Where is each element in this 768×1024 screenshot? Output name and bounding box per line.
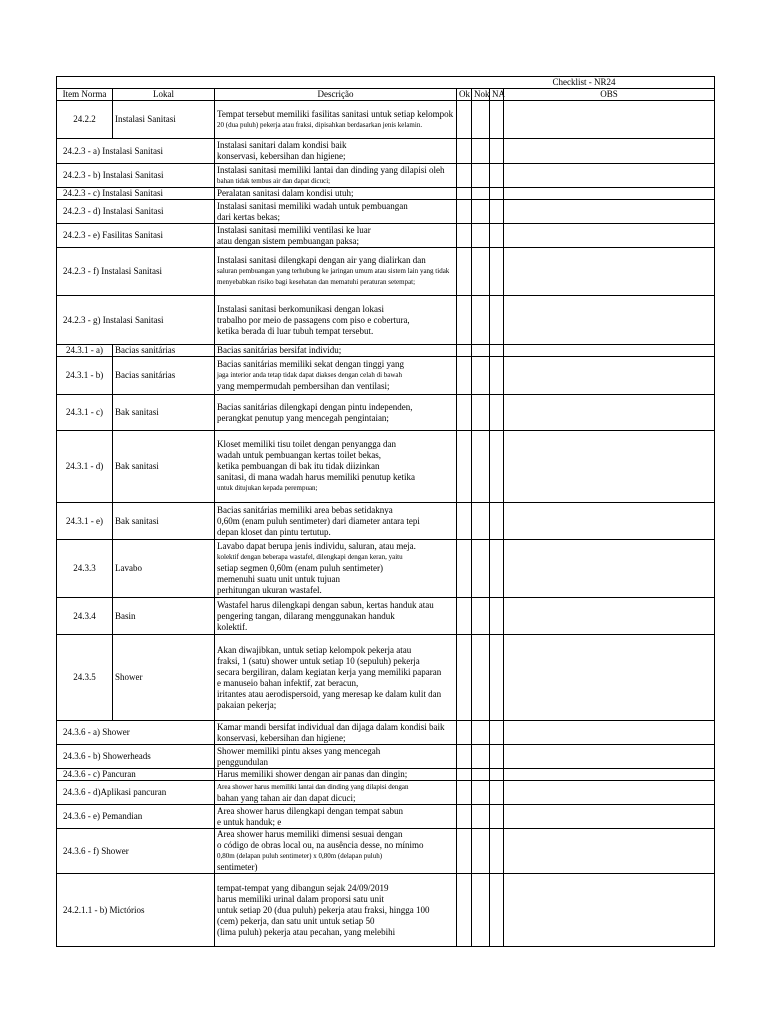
obs-cell[interactable] <box>504 431 715 503</box>
descricao-line: perangkat penutup yang mencegah pengintaian; <box>217 412 389 423</box>
na-check-cell[interactable] <box>490 540 504 598</box>
checklist-row <box>57 395 715 431</box>
checklist-row <box>57 139 715 164</box>
nok-check-cell[interactable] <box>472 357 490 395</box>
obs-cell[interactable] <box>504 101 715 139</box>
descricao-line: fraksi, 1 (satu) shower untuk setiap 10 (sepuluh) pekerja <box>217 655 420 666</box>
obs-cell[interactable] <box>504 805 715 829</box>
ok-check-cell[interactable] <box>457 598 472 635</box>
lokal-label: Bacias sanitárias <box>115 345 176 355</box>
descricao-line: trabalho por meio de passagens com piso e cobertura, <box>217 314 410 325</box>
lokal-label: Bak sanitasi <box>115 461 159 471</box>
descricao-line: Instalasi sanitasi memiliki ventilasi ke luar <box>217 224 371 235</box>
lokal-label: Basin <box>115 610 136 621</box>
item-norma-cell <box>57 769 215 781</box>
checklist-row <box>57 164 715 188</box>
lokal-cell <box>113 345 215 357</box>
ok-check-cell[interactable] <box>457 164 472 188</box>
obs-cell[interactable] <box>504 139 715 164</box>
blank-cell <box>57 77 457 89</box>
descricao-cell <box>215 829 457 874</box>
ok-check-cell[interactable] <box>457 395 472 431</box>
descricao-line: bahan tidak tembus air dan dapat dicuci; <box>217 176 331 185</box>
lokal-cell <box>113 431 215 503</box>
checklist-row <box>57 635 715 721</box>
descricao-line: untuk setiap 20 (dua puluh) pekerja atau fraksi, hingga 100 <box>217 904 430 915</box>
ok-check-cell[interactable] <box>457 345 472 357</box>
checklist-row <box>57 431 715 503</box>
na-check-cell[interactable] <box>490 745 504 769</box>
lokal-cell <box>113 598 215 635</box>
item-norma: 24.2.3 - a) Instalasi Sanitasi <box>63 145 163 156</box>
ok-check-cell[interactable] <box>457 224 472 248</box>
item-norma: 24.2.2 <box>73 114 96 124</box>
item-norma-cell <box>57 345 113 357</box>
checklist-row <box>57 721 715 745</box>
ok-check-cell[interactable] <box>457 745 472 769</box>
descricao-line: Area shower harus dilengkapi dengan tempat sabun <box>217 805 403 816</box>
descricao-line: harus memiliki urinal dalam proporsi satu unit <box>217 893 384 904</box>
item-norma: 24.3.1 - c) <box>66 407 103 417</box>
item-norma-cell <box>57 874 215 947</box>
descricao-cell <box>215 345 457 357</box>
na-check-cell[interactable] <box>490 395 504 431</box>
na-check-cell[interactable] <box>490 431 504 503</box>
nok-check-cell[interactable] <box>472 598 490 635</box>
ok-check-cell[interactable] <box>457 296 472 345</box>
descricao-line: ketika pembuangan di bak itu tidak diizinkan <box>217 461 380 471</box>
item-norma: 24.3.6 - d)Aplikasi pancuran <box>63 787 167 797</box>
descricao-line: kolektif. <box>217 621 248 632</box>
lokal-cell <box>113 635 215 721</box>
ok-check-cell[interactable] <box>457 829 472 874</box>
item-norma: 24.2.3 - c) Instalasi Sanitasi <box>63 188 163 198</box>
ok-check-cell[interactable] <box>457 503 472 540</box>
obs-cell[interactable] <box>504 874 715 947</box>
descricao-line: konservasi, kebersihan dan higiene; <box>217 151 346 161</box>
lokal-cell <box>113 503 215 540</box>
item-norma-cell <box>57 635 113 721</box>
nok-check-cell[interactable] <box>472 164 490 188</box>
descricao-line: penggundulan <box>217 756 268 767</box>
descricao-line: konservasi, kebersihan dan higiene; <box>217 732 346 743</box>
item-norma: 24.2.3 - g) Instalasi Sanitasi <box>63 314 164 325</box>
descricao-cell <box>215 200 457 224</box>
checklist-row <box>57 805 715 829</box>
ok-check-cell[interactable] <box>457 781 472 805</box>
obs-cell[interactable] <box>504 200 715 224</box>
lokal-cell <box>113 101 215 139</box>
obs-cell[interactable] <box>504 598 715 635</box>
na-check-cell[interactable] <box>490 503 504 540</box>
obs-cell[interactable] <box>504 345 715 357</box>
nok-check-cell[interactable] <box>472 635 490 721</box>
ok-check-cell[interactable] <box>457 357 472 395</box>
nok-check-cell[interactable] <box>472 200 490 224</box>
ok-check-cell[interactable] <box>457 139 472 164</box>
item-norma-cell <box>57 721 215 745</box>
obs-cell[interactable] <box>504 357 715 395</box>
nok-check-cell[interactable] <box>472 395 490 431</box>
obs-cell[interactable] <box>504 503 715 540</box>
header-item-norma: Item Norma <box>57 89 113 101</box>
descricao-line: Bacias sanitárias memiliki sekat dengan tinggi yang <box>217 359 404 369</box>
descricao-line: Area shower harus memiliki dimensi sesuai dengan <box>217 829 403 839</box>
nok-check-cell[interactable] <box>472 139 490 164</box>
item-norma-cell <box>57 395 113 431</box>
checklist-row <box>57 224 715 248</box>
descricao-line: Bacias sanitárias bersifat individu; <box>217 345 342 355</box>
descricao-line: Kloset memiliki tisu toilet dengan penyangga dan <box>217 439 396 449</box>
descricao-line: 0,60m (enam puluh sentimeter) dari diameter antara tepi <box>217 515 420 526</box>
item-norma-cell <box>57 781 215 805</box>
checklist-row <box>57 745 715 769</box>
descricao-cell <box>215 296 457 345</box>
checklist-row <box>57 345 715 357</box>
descricao-line: secara bergiliran, dalam kegiatan kerja yang memiliki paparan <box>217 666 442 677</box>
descricao-line: Bacias sanitárias dilengkapi dengan pintu independen, <box>217 401 413 412</box>
descricao-cell <box>215 248 457 296</box>
descricao-line: Shower memiliki pintu akses yang mencegah <box>217 745 381 756</box>
item-norma: 24.3.6 - c) Pancuran <box>63 769 136 779</box>
nok-check-cell[interactable] <box>472 829 490 874</box>
checklist-row <box>57 874 715 947</box>
item-norma-cell <box>57 503 113 540</box>
item-norma: 24.2.3 - f) Instalasi Sanitasi <box>63 266 162 276</box>
descricao-line: depan kloset dan pintu tertutup. <box>217 526 331 537</box>
descricao-line: untuk ditujukan kepada perempuan; <box>217 484 318 492</box>
item-norma: 24.3.1 - d) <box>65 461 104 471</box>
checklist-row <box>57 188 715 200</box>
nok-check-cell[interactable] <box>472 805 490 829</box>
na-check-cell[interactable] <box>490 781 504 805</box>
header-ok: Ok <box>457 89 472 101</box>
header-nok: Nok <box>472 89 490 101</box>
nok-check-cell[interactable] <box>472 224 490 248</box>
lokal-label: Lavabo <box>115 563 142 573</box>
descricao-cell <box>215 395 457 431</box>
descricao-cell <box>215 188 457 200</box>
checklist-row <box>57 829 715 874</box>
descricao-line: ketika berada di luar tubuh tempat tersebut. <box>217 325 374 336</box>
descricao-line: Instalasi sanitasi dilengkapi dengan air yang dialirkan dan <box>217 255 426 265</box>
obs-cell[interactable] <box>504 721 715 745</box>
descricao-line: Lavabo dapat berupa jenis individu, saluran, atau meja. <box>217 541 416 551</box>
lokal-label: Bak sanitasi <box>115 515 159 526</box>
obs-cell[interactable] <box>504 635 715 721</box>
na-check-cell[interactable] <box>490 345 504 357</box>
checklist-row <box>57 769 715 781</box>
lokal-label: Bak sanitasi <box>115 407 159 417</box>
obs-cell[interactable] <box>504 296 715 345</box>
descricao-line: pengering tangan, dilarang menggunakan handuk <box>217 610 395 621</box>
item-norma: 24.3.4 <box>73 610 96 621</box>
descricao-line: Kamar mandi bersifat individual dan dijaga dalam kondisi baik <box>217 721 445 732</box>
item-norma-cell <box>57 224 215 248</box>
descricao-line: Instalasi sanitasi memiliki wadah untuk pembuangan <box>217 200 408 211</box>
descricao-line: jaga interior anda tetap tidak dapat diakses dengan celah di bawah <box>217 371 403 379</box>
lokal-label: Bacias sanitárias <box>115 370 176 380</box>
na-check-cell[interactable] <box>490 635 504 721</box>
checklist-row <box>57 781 715 805</box>
descricao-line: (cem) pekerja, dan satu unit untuk setiap 50 <box>217 915 375 926</box>
descricao-cell <box>215 164 457 188</box>
descricao-cell <box>215 721 457 745</box>
ok-check-cell[interactable] <box>457 769 472 781</box>
item-norma-cell <box>57 164 215 188</box>
item-norma: 24.3.3 <box>73 563 96 573</box>
item-norma: 24.2.3 - b) Instalasi Sanitasi <box>63 170 164 180</box>
nok-check-cell[interactable] <box>472 248 490 296</box>
ok-check-cell[interactable] <box>457 248 472 296</box>
descricao-cell <box>215 874 457 947</box>
checklist-row <box>57 540 715 598</box>
na-check-cell[interactable] <box>490 248 504 296</box>
na-check-cell[interactable] <box>490 805 504 829</box>
descricao-line: Instalasi sanitasi memiliki lantai dan dinding yang dilapisi oleh <box>217 164 445 175</box>
header-na: NA <box>490 89 504 101</box>
descricao-line: atau dengan sistem pembuangan paksa; <box>217 235 359 246</box>
nok-check-cell[interactable] <box>472 745 490 769</box>
item-norma: 24.3.1 - b) <box>65 370 104 380</box>
descricao-line: Wastafel harus dilengkapi dengan sabun, kertas handuk atau <box>217 599 434 610</box>
na-check-cell[interactable] <box>490 769 504 781</box>
descricao-line: Tempat tersebut memiliki fasilitas sanitasi untuk setiap kelompok <box>217 108 454 119</box>
item-norma: 24.2.3 - e) Fasilitas Sanitasi <box>63 230 163 240</box>
nok-check-cell[interactable] <box>472 345 490 357</box>
item-norma-cell <box>57 829 215 874</box>
descricao-cell <box>215 781 457 805</box>
checklist-row <box>57 101 715 139</box>
item-norma-cell <box>57 805 215 829</box>
na-check-cell[interactable] <box>490 829 504 874</box>
item-norma: 24.2.3 - d) Instalasi Sanitasi <box>63 206 164 216</box>
checklist-row <box>57 200 715 224</box>
header-lokal: Lokal <box>113 89 215 101</box>
descricao-line: perhitungan ukuran wastafel. <box>217 585 322 595</box>
descricao-line: Harus memiliki shower dengan air panas dan dingin; <box>217 769 408 779</box>
checklist-row <box>57 357 715 395</box>
checklist-title: Checklist - NR24 <box>457 77 715 89</box>
descricao-line: Area shower harus memiliki lantai dan dinding yang dilapisi dengan <box>217 782 409 791</box>
descricao-cell <box>215 224 457 248</box>
na-check-cell[interactable] <box>490 139 504 164</box>
na-check-cell[interactable] <box>490 224 504 248</box>
ok-check-cell[interactable] <box>457 805 472 829</box>
nok-check-cell[interactable] <box>472 781 490 805</box>
na-check-cell[interactable] <box>490 296 504 345</box>
descricao-line: wadah untuk pembuangan kertas toilet bekas, <box>217 450 381 460</box>
descricao-line: Akan diwajibkan, untuk setiap kelompok pekerja atau <box>217 644 412 655</box>
na-check-cell[interactable] <box>490 874 504 947</box>
descricao-cell <box>215 769 457 781</box>
descricao-line: (lima puluh) pekerja atau pecahan, yang melebihi <box>217 926 396 937</box>
descricao-line: sanitasi, di mana wadah harus memiliki penutup ketika <box>217 472 415 482</box>
descricao-line: 0,80m (delapan puluh sentimeter) x 0,80m (delapan puluh) <box>217 852 383 860</box>
obs-cell[interactable] <box>504 164 715 188</box>
descricao-cell <box>215 503 457 540</box>
descricao-line: kolektif dengan beberapa wastafel, dilengkapi dengan keran, yaitu <box>217 553 403 561</box>
obs-cell[interactable] <box>504 224 715 248</box>
descricao-line: memenuhi suatu unit untuk tujuan <box>217 574 340 584</box>
item-norma: 24.3.6 - a) Shower <box>63 727 130 737</box>
ok-check-cell[interactable] <box>457 200 472 224</box>
item-norma-cell <box>57 200 215 224</box>
item-norma-cell <box>57 540 113 598</box>
descricao-cell <box>215 540 457 598</box>
descricao-cell <box>215 745 457 769</box>
na-check-cell[interactable] <box>490 357 504 395</box>
descricao-cell <box>215 635 457 721</box>
na-check-cell[interactable] <box>490 188 504 200</box>
descricao-line: o código de obras local ou, na ausência desse, no mínimo <box>217 840 424 850</box>
ok-check-cell[interactable] <box>457 540 472 598</box>
obs-cell[interactable] <box>504 745 715 769</box>
item-norma-cell <box>57 598 113 635</box>
descricao-line: Instalasi sanitasi berkomunikasi dengan lokasi <box>217 303 384 314</box>
nok-check-cell[interactable] <box>472 296 490 345</box>
descricao-line: sentimeter) <box>217 862 258 872</box>
header-descricao: Descrição <box>215 89 457 101</box>
descricao-cell <box>215 431 457 503</box>
descricao-line: saluran pembuangan yang terhubung ke jaringan umum atau sistem lain yang tidak <box>217 267 450 275</box>
nok-check-cell[interactable] <box>472 101 490 139</box>
item-norma-cell <box>57 431 113 503</box>
nok-check-cell[interactable] <box>472 874 490 947</box>
lokal-cell <box>113 395 215 431</box>
obs-cell[interactable] <box>504 248 715 296</box>
nok-check-cell[interactable] <box>472 540 490 598</box>
descricao-cell <box>215 805 457 829</box>
na-check-cell[interactable] <box>490 164 504 188</box>
na-check-cell[interactable] <box>490 101 504 139</box>
descricao-line: Instalasi sanitari dalam kondisi baik <box>217 140 347 150</box>
ok-check-cell[interactable] <box>457 721 472 745</box>
ok-check-cell[interactable] <box>457 874 472 947</box>
checklist-row <box>57 598 715 635</box>
header-obs: OBS <box>504 89 715 101</box>
checklist-row <box>57 503 715 540</box>
nok-check-cell[interactable] <box>472 431 490 503</box>
ok-check-cell[interactable] <box>457 431 472 503</box>
item-norma: 24.3.5 <box>73 672 96 682</box>
item-norma: 24.3.6 - e) Pemandian <box>63 811 143 821</box>
descricao-cell <box>215 598 457 635</box>
obs-cell[interactable] <box>504 188 715 200</box>
na-check-cell[interactable] <box>490 721 504 745</box>
item-norma-cell <box>57 248 215 296</box>
nok-check-cell[interactable] <box>472 721 490 745</box>
descricao-line: iritantes atau aerodispersoid, yang meresap ke dalam kulit dan <box>217 688 442 699</box>
descricao-line: yang mempermudah pembersihan dan ventilasi; <box>217 381 390 391</box>
obs-cell[interactable] <box>504 829 715 874</box>
na-check-cell[interactable] <box>490 598 504 635</box>
item-norma: 24.3.6 - f) Shower <box>63 845 129 856</box>
item-norma-cell <box>57 357 113 395</box>
checklist-row <box>57 248 715 296</box>
item-norma-cell <box>57 101 113 139</box>
item-norma-cell <box>57 188 215 200</box>
descricao-line: dari kertas bekas; <box>217 211 280 222</box>
descricao-cell <box>215 139 457 164</box>
lokal-cell <box>113 357 215 395</box>
ok-check-cell[interactable] <box>457 635 472 721</box>
nok-check-cell[interactable] <box>472 188 490 200</box>
obs-cell[interactable] <box>504 395 715 431</box>
descricao-line: e untuk handuk; e <box>217 816 282 827</box>
obs-cell[interactable] <box>504 769 715 781</box>
descricao-line: setiap segmen 0,60m (enam puluh sentimeter) <box>217 563 383 573</box>
na-check-cell[interactable] <box>490 200 504 224</box>
checklist-table <box>56 76 715 947</box>
item-norma: 24.2.1.1 - b) Mictórios <box>63 904 145 915</box>
ok-check-cell[interactable] <box>457 101 472 139</box>
ok-check-cell[interactable] <box>457 188 472 200</box>
descricao-line: bahan yang tahan air dan dapat dicuci; <box>217 792 356 803</box>
descricao-cell <box>215 357 457 395</box>
lokal-label: Instalasi Sanitasi <box>115 114 176 124</box>
item-norma: 24.3.6 - b) Showerheads <box>63 751 151 761</box>
item-norma: 24.3.1 - a) <box>66 345 103 355</box>
nok-check-cell[interactable] <box>472 503 490 540</box>
descricao-line: Peralatan sanitasi dalam kondisi utuh; <box>217 188 354 198</box>
item-norma: 24.3.1 - e) <box>66 515 103 526</box>
lokal-cell <box>113 540 215 598</box>
descricao-line: 20 (dua puluh) pekerja atau fraksi, dipisahkan berdasarkan jenis kelamin. <box>217 120 423 129</box>
descricao-line: e manuseio bahan infektif, zat beracun, <box>217 677 359 688</box>
lokal-label: Shower <box>115 672 143 682</box>
checklist-row <box>57 296 715 345</box>
obs-cell[interactable] <box>504 781 715 805</box>
obs-cell[interactable] <box>504 540 715 598</box>
descricao-line: tempat-tempat yang dibangun sejak 24/09/2019 <box>217 882 389 893</box>
descricao-line: pakaian pekerja; <box>217 699 277 710</box>
descricao-cell <box>215 101 457 139</box>
nok-check-cell[interactable] <box>472 769 490 781</box>
descricao-line: menyebabkan risiko bagi kesehatan dan mematuhi peraturan setempat; <box>217 278 416 286</box>
item-norma-cell <box>57 296 215 345</box>
item-norma-cell <box>57 745 215 769</box>
item-norma-cell <box>57 139 215 164</box>
descricao-line: Bacias sanitárias memiliki area bebas setidaknya <box>217 504 393 515</box>
